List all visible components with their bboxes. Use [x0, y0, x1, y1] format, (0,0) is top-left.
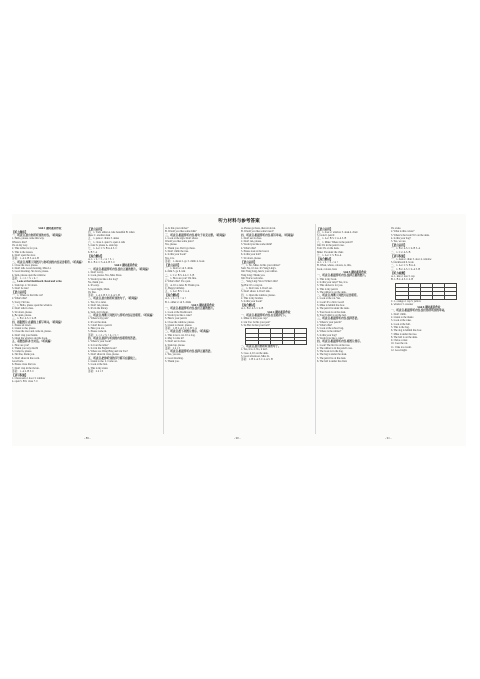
answer-line: 四、1. Open the window, please. [241, 293, 276, 297]
answer-line: 2. Don't talk in class. [12, 307, 34, 311]
answer-line: 3. Where's the book? It's on the desk. [391, 233, 430, 237]
answer-line: B. When, where, colours, is, this, [317, 264, 352, 268]
answer-line: 一、1. Where is the little cat? [12, 294, 44, 298]
answer-line: 7. Mike is under the tree. [391, 332, 418, 336]
answer-line: 4. Sam, please open the window. [12, 273, 46, 277]
page-number: - 89 - [84, 436, 91, 440]
answer-line: book, colours, here [317, 267, 337, 271]
answer-line: 8. The ball is on the desk. [391, 335, 418, 339]
section-heading: 【综合测试】 [165, 294, 181, 298]
answer-line: 6. Your T-shirt is on the bed. [317, 313, 347, 317]
answer-line: 3. I see. 4. It's on the desk. [241, 351, 269, 355]
answer-line: 1. Yes, it's a ruler. [88, 300, 107, 304]
answer-line: 3. It's in the library. [88, 307, 109, 311]
answer-line: Yang Ling: Thank you. [241, 273, 266, 277]
answer-line: 5. Yes, we are. [391, 240, 407, 244]
answer-line: 3. Come in, please. [12, 350, 32, 354]
question-heading: 四、听录音,根据所听内容,将图片排序。 [317, 340, 363, 344]
answer-line: 1. Don't climb. [391, 312, 407, 316]
answer-line: 2. What is this colour? [391, 230, 415, 234]
answer-line: It's on my way. [12, 244, 28, 248]
answer-line: A. Please go there, then sit down. [241, 227, 276, 230]
answer-line: 4. The pencil is under the desk. [317, 307, 350, 311]
question-heading: 四、根据图片,在横线上填写单词。（听两遍） [12, 320, 64, 324]
answer-line: It's fine. [88, 290, 97, 294]
answer-line: Yes, it is. [165, 256, 175, 260]
answer-line: 3. Su Hai: Is that your ball? [241, 323, 270, 327]
answer-table [395, 283, 457, 300]
answer-line: 2. Don't run, please. [241, 240, 262, 244]
answer-line: 2. What's this? It's a pen. [165, 280, 191, 284]
answer-line: 答案：1. √ 2. √ 3. × 4. √ 5. × [88, 333, 119, 337]
answer-line: 2. The rubber is in the pencil case. [317, 346, 353, 350]
answer-line: 4. window 5. sweater [391, 302, 414, 306]
section-heading: 【综合测试】 [317, 257, 333, 261]
answer-line: 1. Don't worry. [88, 271, 104, 275]
answer-line: 11. I like ice cream. [391, 345, 412, 349]
answer-line: 2. Listen to the music. [391, 316, 415, 320]
answer-line: 6. The ball is under the chair. [317, 360, 348, 364]
answer-line: 4. Is this your book? [165, 253, 187, 257]
answer-line: 4. milk 5. go 6. talk [165, 270, 186, 274]
section-heading: 【综合测试】 [241, 304, 257, 308]
answer-line: 1. Please sit down. [12, 323, 32, 327]
answer-line: 5. The pencil is on the desk. [317, 356, 347, 360]
section-heading: 【听力题库】 [12, 230, 28, 234]
answer-line: 二、1. C 2. A 3. B [391, 250, 411, 254]
unit-heading: Unit 1 课时素养作业 [38, 227, 62, 230]
answer-line: 3. Don't climb the tree. [165, 250, 189, 254]
answer-line: 5. Please look at the board. [241, 250, 270, 254]
section-heading: 【读写积累】 [391, 254, 407, 258]
answer-line: 1. Look at the cat. Yes. [317, 297, 341, 301]
answer-line: B. 1. either 2. sit 3. drink [165, 300, 191, 304]
answer-line: 一、1. Don't 2. sit 3. drink [165, 267, 193, 271]
answer-line: 答案：1. A 2. B 3. C [12, 369, 35, 373]
answer-line: 三、1. B 2. A 3. C 4. A 5. B [391, 267, 421, 271]
answer-line: 六、1. close 2. quiet 3. open 4. talk [88, 240, 125, 244]
answer-sheet [12, 214, 466, 446]
answer-line: 4. Don't clap your hands. [12, 333, 38, 337]
answer-line: 答案：1. B 2. A 3. C 4. B 5. A [165, 327, 197, 331]
answer-line: 6. Is this your doll? [241, 253, 262, 257]
answer-line: 5. Your book is on the desk. [317, 310, 346, 314]
answer-line: 二、1. Hello, please open the window. [12, 304, 53, 308]
answer-line: 2. This rubber is for you. [12, 247, 38, 251]
answer-line: 5. The rubber is on the desk. [317, 290, 347, 294]
answer-line: 6. The dog is behind the door. [391, 329, 422, 333]
answer-line: 答案：2 4 1 3 [165, 346, 180, 350]
answer-line: A. 1. √ 2. × 3. √ 4. × 5. √ [88, 257, 114, 261]
answer-line: 3. Is this your book? [241, 300, 263, 304]
answer-line: 3. Don't be late! [12, 286, 29, 290]
question-heading: 二、听录音,选出你所听到的句子。 [241, 345, 281, 349]
answer-line: 2. Liu Tao: Is this your pen? [241, 320, 271, 324]
answer-line: 七、1. A 2. C 3. B 4. A [317, 253, 342, 257]
answer-line: 12. Good night. [391, 348, 408, 352]
answer-line: 4. Where is the rubber? [317, 330, 342, 334]
answer-line: Tom: It's on the desk. [317, 247, 340, 251]
answer-line: 3. Sorry, I'm late. [12, 300, 30, 304]
answer-line: 1. Classroom 2. door 3. window [12, 377, 46, 381]
answer-line: 答案：2 4 1 3 [88, 369, 103, 373]
question-heading: 一、听录音,根据所听内容,选出正确的图片。 [165, 307, 216, 311]
answer-line: Jim: It's in the pencil case. [317, 244, 345, 248]
answer-column-6 [391, 227, 467, 432]
section-heading: 【综合测试】 [88, 254, 104, 258]
answer-line: 3. Mike is behind the door. [317, 304, 345, 308]
answer-line: 四、1. Tom: either A. kite beautiful B. when [88, 230, 135, 234]
answer-line: 6. Would you like a cake? [317, 336, 344, 340]
answer-line: 1. Don't eat in class. [241, 236, 262, 240]
page-number: - 91 - [385, 436, 392, 440]
answer-line: 3. Look at the cake. [391, 319, 412, 323]
answer-line: 4. I'm fine, thank you. [12, 353, 35, 357]
answer-line: 1. Mike: Is this your cap? [241, 317, 268, 321]
answer-line: 1. Stand up. 2. Sit down. [12, 283, 38, 287]
answer-line: 6. Please close the box. [12, 363, 37, 367]
question-heading: 三、听录音,根据所听内容,将句子补充完整。（听两遍） [165, 233, 228, 237]
answer-line: 1. This is my book. [317, 277, 337, 281]
answer-table [245, 328, 307, 345]
answer-line: 4. This is my sister. [88, 366, 109, 370]
answer-line: 7. Don't clap in the movie. [12, 366, 40, 370]
answer-line: 4. open 5. B 6. close 7. C [12, 380, 39, 384]
answer-column-3 [165, 227, 241, 432]
answer-column-2 [88, 227, 164, 432]
answer-line: 6. B 7. A [88, 250, 98, 254]
answer-line: 3. Thank you. [165, 360, 180, 364]
answer-column-5 [317, 227, 393, 432]
page-number: - 90 - [234, 436, 241, 440]
question-heading: 四、听录音,选择与听到的内容相符的答语。 [88, 336, 138, 340]
answer-line: 二、1. C 2. B 3. A 4. C 5. B [165, 273, 195, 277]
answer-line: Mike: It's under the chair. [317, 250, 344, 254]
answer-line: 5. Open the window and the book. [12, 336, 48, 340]
answer-line: 三、1. Don't run. 2. Don't eat. [241, 286, 273, 290]
answer-line: 1. Look at the blackboard. [165, 310, 193, 314]
question-heading: 二、听录音,判断下列图片与你听到的内容是否相符。（听两遍） [12, 260, 84, 264]
answer-line: Jim: You're welcome. [241, 277, 264, 281]
answer-line: 5. Listen to music, please. [165, 323, 193, 327]
answer-line: B. 1. B 2. A 3. C 4. B [391, 278, 414, 282]
answer-line: 3. Would you like a hot dog? [88, 277, 118, 281]
answer-line: Su Hai: It's a crayon. [241, 283, 263, 287]
answer-line: C. Happy birthday. [165, 286, 185, 290]
answer-line: 1. Hello, please come this way. [12, 237, 45, 241]
answer-line: Sam: No, it's not. It's Yang Ling's. [241, 267, 277, 271]
section-heading: 【语言运用】 [165, 263, 181, 267]
answer-line: B. 1. B 2. C 3. A 4. B 5. C [88, 261, 116, 265]
answer-line: 四、A. It's a ruler. B. Thank you. [165, 283, 200, 287]
answer-line: 七、1. A 2. C 3. B 4. A 5. C [88, 247, 118, 251]
answer-line: 2. Thank you. Don't go there. [165, 246, 196, 250]
answer-line: B. Would you like some milk? [165, 230, 197, 234]
answer-line: 5. Is this your bag? [317, 333, 337, 337]
answer-line: 4. It's easy. [88, 284, 100, 288]
answer-line: 3. Don't shout. 4. Don't talk. [241, 290, 271, 294]
page-title: 听力材料与参考答案 [218, 219, 260, 224]
answer-line: 4. Sam, don't shout. [88, 310, 109, 314]
answer-column-1 [12, 227, 88, 432]
unit-heading: Unit 5 课时素养作业 [343, 271, 367, 275]
answer-line: A. 1. √ 2. × 3. √ 4. × [317, 261, 339, 265]
section-heading: 【语言运用】 [12, 290, 28, 294]
answer-line: 2. Don't run, please. [88, 304, 109, 308]
answer-line: 3. Good morning. Sit down, please. [12, 270, 49, 274]
answer-line: 1. Yes, you are. [165, 353, 181, 357]
answer-line: No, thank you. [88, 280, 104, 284]
answer-line: 3. I don't have a pencil. [88, 323, 113, 327]
answer-line: 4. Where are Wang Bing and Liu Tao? [88, 350, 128, 354]
section-heading: 【语言运用】 [391, 244, 407, 248]
answer-line: 4. Close the window, please. [165, 320, 195, 324]
answer-line: 3. Would you like some milk? [241, 243, 273, 247]
answer-line: A. Is this your rubber? [165, 227, 189, 230]
answer-line: 3. Is it in the English book? [88, 346, 117, 350]
question-heading: 五、看图选择,补全对话。（听两遍） [12, 340, 53, 344]
answer-line: 答案：1. √ 2. × 3. √ 4. × [12, 277, 38, 281]
section-heading: 【语言运用】 [88, 227, 104, 231]
question-heading: 一、听录音,选出你所听到的内容。（听两遍） [12, 234, 64, 238]
question-heading: 一、听录音,根据所听内容,选择正确的图片。 [317, 274, 368, 278]
answer-line: C. 1. orange 2. cap 3. yellow [391, 299, 421, 303]
answer-line: 2. What's this? [12, 297, 28, 301]
answer-line: 3. This is the lesson. [12, 250, 34, 254]
answer-line: A. 1. kite 2. tree 3. cap [391, 274, 415, 278]
unit-heading: Unit 2 课时素养作业 [114, 264, 138, 268]
section-heading: 【听力检测】 [391, 271, 407, 275]
answer-line: 2. Don't talk. Good morning, Miss Li. [12, 267, 52, 271]
answer-line: 2. Good morning. [165, 356, 184, 360]
answer-line: 3. Don't eat in class. [165, 340, 186, 344]
answer-line: 9. I have a ruler. [391, 339, 408, 343]
section-heading: 【语言运用】 [241, 260, 257, 264]
answer-line: these C. another desk [88, 234, 111, 238]
answer-line: 1. Yes, it is. 2. No, it isn't. [241, 348, 268, 352]
answer-line: A. 1. √ 2. √ 3. × 4. × [165, 297, 187, 301]
answer-line: 5. book 6. pencil [317, 234, 335, 238]
answer-column-4 [241, 227, 317, 432]
answer-line: Good luck. [12, 360, 24, 364]
answer-line: 3. Here's your pencil. [165, 317, 188, 321]
answer-line: 3. This sticker is for you. [317, 284, 343, 288]
answer-line: 2. Would you like a cake? [165, 313, 192, 317]
question-heading: 三、Look at the blackboard. Read and write. [12, 280, 63, 284]
question-heading: 一、听录音,根据所听内容,在表格中打√。 [241, 313, 288, 317]
question-heading: 一、听录音,根据所听内容,选出正确的图片。（听两遍） [88, 267, 151, 271]
answer-line: 4. Don't open the door. [12, 253, 36, 257]
answer-line: B. Would you like some bread? [241, 230, 274, 234]
answer-line: Where is that? [12, 240, 27, 244]
answer-line: 答案：1. B 2. A 3. C 4. A 5. B [241, 358, 273, 362]
answer-line: 3. Sit down, please. [12, 310, 33, 314]
answer-line: 3. Close the door and come in, please. [12, 330, 52, 334]
answer-line: 7. Sit down, please. [241, 256, 262, 260]
question-heading: 三、听录音,判断下列图片与所听内容是否相符。（听两遍） [88, 313, 155, 317]
answer-line: 5. Good night, Mum. [88, 287, 110, 291]
question-heading: 二、听录音,给下列图片排序。（听两遍） [165, 330, 212, 334]
question-heading: 四、听录音,根据所听内容,填写单词。（听两遍） [241, 233, 296, 237]
answer-line: 4. This is my pencil. [317, 287, 339, 291]
answer-line: 4. Look at the ball. [391, 322, 411, 326]
answer-line: 3. Look at the school bag. [317, 327, 344, 331]
answer-line: 2. It's on the desk. [88, 320, 107, 324]
answer-line: Would you like some juice? [165, 240, 194, 244]
answer-line: 六、1. Mike: Where is the pencil? [317, 240, 353, 244]
question-heading: 二、听录音,选出你所听到的句子。（听两遍） [88, 297, 140, 301]
answer-line: 一、1. No, Mike. Is this your rubber? [241, 263, 281, 267]
answer-line: 4. Here you are. [88, 327, 105, 331]
answer-line: 1. Listen to me. 2. Come on. [88, 360, 118, 364]
answer-line: 5. Good afternoon, Miss Li. [241, 354, 270, 358]
section-heading: 【语言运用】 [317, 227, 333, 231]
answer-line: A. 1. B 2. A 3. C 4. B [241, 307, 264, 311]
answer-line: 一、1. desk 2. chair 3. door 4. window [391, 257, 432, 261]
question-heading: 三、听录音,根据所听内容,选择答语。 [317, 317, 360, 321]
answer-line: 1. This is not a cat. It's a dog. [165, 333, 196, 337]
question-heading: 二、听录音,判断下列图片是否相符。 [317, 294, 360, 298]
answer-line: 5. Please come in. [88, 330, 107, 334]
answer-line: 1. Where's my pen? [88, 317, 109, 321]
answer-line: 四、1. door 2. window 3. desk 4. chair [317, 230, 358, 234]
answer-line: It's a kite. [391, 227, 402, 230]
answer-line: 2. Listen to me, please. [12, 327, 36, 331]
answer-line: 1. Look at the sign. Don't shout. [165, 236, 199, 240]
answer-line: Yes, please. [165, 243, 178, 247]
section-heading: 【读写积累】 [12, 373, 28, 377]
answer-line: 2. Look! It's a bird. Good! [317, 300, 345, 304]
answer-line: 2. Look, please. Yes, Miss Zhou. [88, 274, 122, 278]
answer-line: 2. What's this? [317, 323, 333, 327]
answer-line: 2. Thank you very much! [12, 346, 39, 350]
answer-line: 二、Yang Ling: Wow! What's this? [241, 280, 278, 284]
answer-line: 5. blackboard 6. book [391, 261, 414, 265]
unit-heading: Unit 4 课时素养作业 [267, 310, 291, 314]
answer-line: 4. Stand up, please. [165, 343, 186, 347]
answer-line: 五、1. A 2. B 3. C 4. A [165, 290, 190, 294]
answer-line: 三、1. B 2. A 3. C 4. B [12, 317, 37, 321]
answer-line: 五、1. A 2. B 3. C 4. A 5. B [317, 237, 347, 241]
question-heading: 一、听录音,根据所听内容,选出你所听到的单词。 [391, 309, 447, 313]
answer-line: 2. May I come in? [165, 336, 184, 340]
answer-line: 5. This is the bag. [391, 325, 410, 329]
answer-line: 4. The bag is under the desk. [317, 353, 347, 357]
answer-line: 3. Look at the lion. [88, 363, 108, 367]
answer-line: 五、1. pens 2. chairs 3. desks [88, 237, 119, 241]
question-heading: 五、听录音,把你听到的序号填写在横线上。 [88, 356, 138, 360]
answer-line: 5. ruler 6. please A. stand up [88, 244, 118, 248]
answer-line: 2. Is this your ruler? Yes, it is. [317, 280, 349, 284]
answer-line: 4. Be quiet, please. [12, 313, 32, 317]
answer-line: 1. How are you? [12, 343, 30, 347]
answer-line: 答案：1. shout 2. go 3. climb 4. book [165, 259, 205, 263]
answer-line: 10. I see the cat. [391, 342, 408, 346]
answer-line: 1. Close the door, please. [12, 263, 39, 267]
answer-line: 答案：1. A 2. B 3. A 4. B [12, 257, 39, 261]
answer-line: 4. Is this your bag? [391, 236, 411, 240]
unit-heading: Unit 6 课时素养作业 [417, 306, 441, 310]
answer-line: 1. Look! The bird is on the tree. [317, 343, 351, 347]
unit-heading: Unit 3 课时素养作业 [191, 304, 215, 308]
answer-line: 2. This is my brother. [241, 296, 264, 300]
answer-line: Jim: Yang Ling, here's your rubber. [241, 270, 278, 274]
answer-line: 1. Where's your pencil? [317, 320, 342, 324]
answer-line: 一、1. B 2. A 3. C 4. B 5. A [391, 247, 421, 251]
answer-line: 4. What's this? [241, 246, 257, 250]
answer-line: 2. Is it on the table? [88, 343, 109, 347]
answer-line: 3. The book is in the bag. [317, 350, 344, 354]
answer-line: 答案：1. A 2. B 3. C 4. A 5. B [88, 294, 120, 298]
question-heading: 三、听录音,根据所听内容,选择正确答语。 [165, 350, 213, 354]
answer-line: 1. Where's your book? [88, 340, 112, 344]
answer-line: 三、1. How are you? I'm fine. [165, 277, 197, 281]
answer-line: 二、1. A 2. C 3. B 4. A [391, 264, 416, 268]
answer-line: 5. Don't shout in class, please. [88, 353, 120, 357]
answer-line: 5. Don't shout in the room. [12, 356, 40, 360]
